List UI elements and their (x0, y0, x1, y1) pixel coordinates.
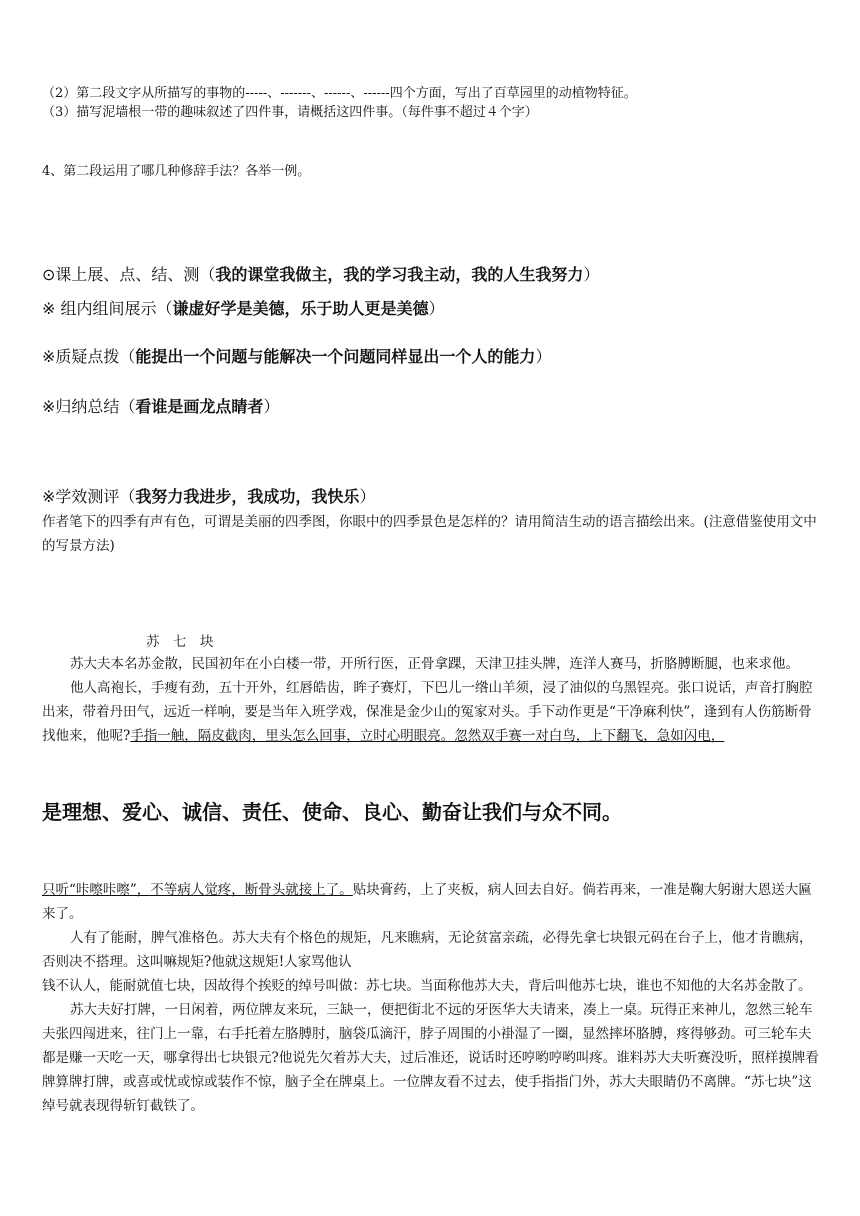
section-motto: 看谁是画龙点睛者 (135, 397, 264, 416)
section-motto: 能提出一个问题与能解决一个问题同样显出一个人的能力 (135, 347, 536, 366)
story-paragraph: 人有了能耐，脾气准格色。苏大夫有个格色的规矩，凡来瞧病，无论贫富亲疏，必得先拿七块银元码在台子上，他才肯瞧病，否则决不搭理。这叫嘛规矩?他就这规矩!人家骂他认 (42, 930, 813, 970)
section-suffix: ） (263, 397, 280, 416)
section-suffix: ） (583, 265, 600, 284)
section-suffix: ） (535, 347, 552, 366)
slogan: 是理想、爱心、诚信、责任、使命、良心、勤奋让我们与众不同。 (42, 800, 622, 824)
story-text: 他人高袍长，手瘦有劲，五十开外，红唇皓齿，眸子赛灯，下巴儿一绺山羊须，浸了油似的乌黑锃亮。张口说话，声音打胸腔出来，带着丹田气，远近一样响，要是当年入班学戏，保准是金少山的冤家对头。手下动作更是“干净麻利快”，逢到有人伤筋断骨找他来，他呢? (42, 680, 813, 744)
story-underlined-text: 只听“咔嚓咔嚓”，不等病人觉疼，断骨头就接上了。 (42, 882, 353, 898)
section-suffix: ） (359, 487, 376, 506)
assessment-prompt: 作者笔下的四季有声有色，可谓是美丽的四季图，你眼中的四季景色是怎样的？请用简洁生动的语言描绘出来。(注意借鉴使用文中的写景方法) (42, 514, 817, 554)
section-assessment (42, 486, 830, 508)
question-3: （3）描写泥墙根一带的趣味叙述了四件事，请概括这四件事。（每件事不超过４个字） (42, 105, 538, 120)
section-suffix: ） (428, 299, 445, 318)
section-question-guidance (42, 346, 830, 368)
section-prefix: ※质疑点拨（ (42, 347, 136, 366)
question-2: （2）第二段文字从所描写的事物的-----、-------、------、------四个方面，写出了百草园里的动植物特征。 (42, 86, 637, 101)
section-motto: 谦虚好学是美德，乐于助人更是美德 (172, 299, 429, 318)
section-class-display (42, 264, 830, 286)
section-prefix: ※学效测评（ (42, 487, 136, 506)
story-title: 苏 七 块 (146, 634, 214, 650)
story-text: 贴块膏药，上了夹板，病人回去自好。倘若再来，一准是鞠大躬谢大恩送大匾来了。 (42, 882, 812, 922)
story-part-1 (42, 652, 824, 748)
story-paragraph: 苏大夫本名苏金散，民国初年在小白楼一带，开所行医，正骨拿踝，天津卫挂头牌，连洋人赛马，折胳膊断腿，也来求他。 (70, 656, 799, 672)
section-motto: 我努力我进步，我成功，我快乐 (135, 487, 360, 506)
story-paragraph: 苏大夫好打牌，一日闲着，两位牌友来玩，三缺一，便把街北不远的牙医华大夫请来，凑上一桌。玩得正来神儿，忽然三轮车夫张四闯进来，往门上一靠，右手托着左胳膊肘，脑袋瓜滴汗，脖子周围的小褂湿了一圈，显然摔坏胳膊，疼得够劲。可三轮车夫都是赚一天吃一天，哪拿得出七块银元?他说先欠着苏大夫，过后准还，说话时还哼哟哼哟叫疼。谁料苏大夫听赛没听，照样摸牌看牌算牌打牌，或喜或忧或惊或装作不惊，脑子全在牌桌上。一位牌友看不过去，使手指指门外，苏大夫眼睛仍不离牌。“苏七块”这绰号就表现得斩钉截铁了。 (42, 1002, 819, 1114)
section-group-display (42, 298, 830, 320)
section-prefix: ⊙课上展、点、结、测（ (42, 265, 216, 284)
story-paragraph (42, 676, 824, 748)
section-motto: 我的课堂我做主，我的学习我主动，我的人生我努力 (215, 265, 584, 284)
question-4: 4、第二段运用了哪几种修辞手法？各举一例。 (42, 164, 311, 179)
story-part-2 (42, 878, 824, 1118)
story-paragraph (42, 878, 824, 926)
story-paragraph: 钱不认人，能耐就值七块，因故得个挨贬的绰号叫做：苏七块。当面称他苏大夫，背后叫他苏七块，谁也不知他的大名苏金散了。 (42, 978, 812, 994)
section-prefix: ※ 组内组间展示（ (42, 299, 173, 318)
section-prefix: ※归纳总结（ (42, 397, 136, 416)
section-summary (42, 396, 830, 418)
story-underlined-text: 手指一触，隔皮截肉，里头怎么回事，立时心明眼亮。忽然双手赛一对白鸟，上下翻飞，急如闪电， (130, 728, 725, 744)
